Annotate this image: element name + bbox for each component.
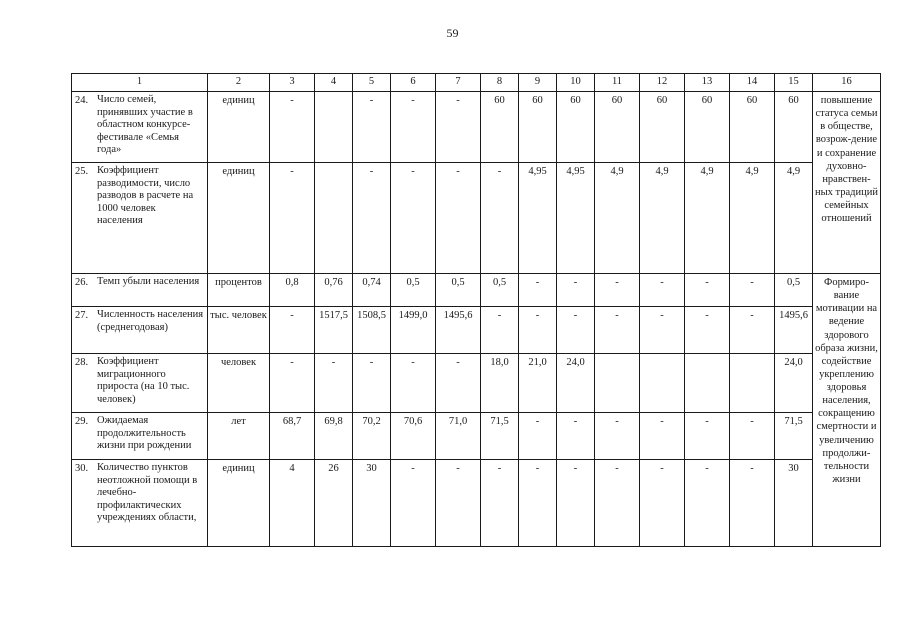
header-cell: 1 — [72, 74, 208, 92]
header-cell: 10 — [557, 74, 595, 92]
value-cell: 24,0 — [557, 354, 595, 413]
value-cell: - — [595, 413, 640, 460]
header-row — [72, 74, 881, 92]
value-cell: 68,7 — [270, 413, 315, 460]
value-cell: 1508,5 — [353, 307, 391, 354]
goal-cell: повышение статуса семьи в обществе, возрож-дение и сохранение духовно-нравствен-ных традиций семейных отношений — [813, 92, 881, 274]
indicator-name: Ожидаемая продолжительность жизни при рождении — [97, 415, 192, 452]
value-cell: 4,95 — [519, 163, 557, 274]
table-row — [72, 413, 881, 460]
unit-cell: человек — [208, 354, 270, 413]
value-cell — [640, 354, 685, 413]
value-cell: - — [640, 274, 685, 307]
indicator-table — [71, 73, 881, 547]
value-cell: - — [685, 307, 730, 354]
header-cell: 15 — [775, 74, 813, 92]
indicator-name-cell — [72, 413, 208, 460]
value-cell: - — [436, 460, 481, 547]
value-cell: 1495,6 — [775, 307, 813, 354]
value-cell: - — [270, 354, 315, 413]
value-cell: - — [270, 92, 315, 163]
value-cell: 24,0 — [775, 354, 813, 413]
unit-cell: тыс. человек — [208, 307, 270, 354]
table-row — [72, 274, 881, 307]
value-cell: - — [519, 413, 557, 460]
indicator-name-cell — [72, 92, 208, 163]
table-row — [72, 92, 881, 163]
value-cell: 70,2 — [353, 413, 391, 460]
value-cell: 30 — [775, 460, 813, 547]
goal-cell: Формиро-вание мотивации на ведение здорового образа жизни, содействие укреплению здоровья населения, сокращению смертности и увеличению продолжи-тельности жизни — [813, 274, 881, 547]
row-number: 26. — [75, 277, 89, 288]
header-cell: 2 — [208, 74, 270, 92]
value-cell: - — [436, 92, 481, 163]
header-cell: 12 — [640, 74, 685, 92]
header-cell: 16 — [813, 74, 881, 92]
value-cell: - — [640, 307, 685, 354]
value-cell: 0,5 — [436, 274, 481, 307]
value-cell: 30 — [353, 460, 391, 547]
table-row — [72, 460, 881, 547]
unit-cell: процентов — [208, 274, 270, 307]
header-cell: 5 — [353, 74, 391, 92]
value-cell: - — [270, 307, 315, 354]
value-cell: 4,95 — [557, 163, 595, 274]
value-cell — [685, 354, 730, 413]
value-cell: - — [481, 460, 519, 547]
value-cell: - — [595, 307, 640, 354]
indicator-name: Темп убыли населения — [97, 276, 200, 288]
table-row — [72, 307, 881, 354]
value-cell: - — [519, 274, 557, 307]
header-cell: 6 — [391, 74, 436, 92]
value-cell: 60 — [775, 92, 813, 163]
value-cell: 4,9 — [685, 163, 730, 274]
value-cell: 60 — [730, 92, 775, 163]
value-cell: 71,5 — [481, 413, 519, 460]
header-cell: 3 — [270, 74, 315, 92]
value-cell: - — [519, 307, 557, 354]
value-cell: - — [595, 460, 640, 547]
indicator-name-cell — [72, 460, 208, 547]
row-number: 28. — [75, 357, 89, 368]
indicator-name-cell — [72, 274, 208, 307]
value-cell: 4 — [270, 460, 315, 547]
row-number: 30. — [75, 463, 89, 474]
indicator-name: Коэффициент разводимости, число разводов в расчете на 1000 человек населения — [97, 165, 194, 226]
value-cell: 1495,6 — [436, 307, 481, 354]
indicator-name: Число семей, принявших участие в областном конкурсе-фестивале «Семья года» — [97, 94, 193, 155]
value-cell — [315, 163, 353, 274]
indicator-name: Коэффициент миграционного прироста (на 10 тыс. человек) — [97, 356, 190, 405]
value-cell: 4,9 — [775, 163, 813, 274]
value-cell: - — [436, 354, 481, 413]
value-cell: - — [730, 413, 775, 460]
table-row — [72, 354, 881, 413]
value-cell: - — [353, 163, 391, 274]
value-cell — [595, 354, 640, 413]
value-cell: 18,0 — [481, 354, 519, 413]
value-cell: - — [557, 413, 595, 460]
value-cell: - — [557, 274, 595, 307]
value-cell: - — [481, 307, 519, 354]
value-cell: - — [519, 460, 557, 547]
unit-cell: лет — [208, 413, 270, 460]
value-cell: - — [730, 274, 775, 307]
value-cell: - — [730, 460, 775, 547]
value-cell — [315, 92, 353, 163]
value-cell: - — [481, 163, 519, 274]
value-cell: 0,5 — [481, 274, 519, 307]
value-cell: 0,8 — [270, 274, 315, 307]
value-cell: - — [595, 274, 640, 307]
header-cell: 9 — [519, 74, 557, 92]
value-cell: 60 — [640, 92, 685, 163]
value-cell: 69,8 — [315, 413, 353, 460]
value-cell: 71,0 — [436, 413, 481, 460]
table-row — [72, 163, 881, 274]
value-cell: - — [436, 163, 481, 274]
unit-cell: единиц — [208, 460, 270, 547]
value-cell: 60 — [519, 92, 557, 163]
value-cell: 0,74 — [353, 274, 391, 307]
value-cell: - — [557, 460, 595, 547]
row-number: 27. — [75, 310, 89, 321]
value-cell: - — [270, 163, 315, 274]
value-cell: 70,6 — [391, 413, 436, 460]
value-cell: 4,9 — [640, 163, 685, 274]
value-cell: 0,76 — [315, 274, 353, 307]
value-cell: - — [685, 413, 730, 460]
value-cell: - — [391, 163, 436, 274]
header-cell: 11 — [595, 74, 640, 92]
value-cell — [730, 354, 775, 413]
page-number: 59 — [446, 26, 459, 40]
indicator-name: Количество пунктов неотложной помощи в лечебно-профилактических учреждениях области, — [97, 462, 198, 523]
value-cell: 71,5 — [775, 413, 813, 460]
value-cell: 0,5 — [775, 274, 813, 307]
header-cell: 7 — [436, 74, 481, 92]
value-cell: 1499,0 — [391, 307, 436, 354]
value-cell: 60 — [557, 92, 595, 163]
value-cell: 60 — [685, 92, 730, 163]
value-cell: 0,5 — [391, 274, 436, 307]
value-cell: - — [685, 274, 730, 307]
value-cell: 26 — [315, 460, 353, 547]
header-cell: 8 — [481, 74, 519, 92]
value-cell: - — [353, 354, 391, 413]
unit-cell: единиц — [208, 163, 270, 274]
value-cell: - — [391, 354, 436, 413]
value-cell: - — [730, 307, 775, 354]
value-cell: - — [640, 460, 685, 547]
unit-cell: единиц — [208, 92, 270, 163]
value-cell: - — [557, 307, 595, 354]
indicator-name-cell — [72, 354, 208, 413]
indicator-name-cell — [72, 307, 208, 354]
indicator-name-cell — [72, 163, 208, 274]
value-cell: 4,9 — [595, 163, 640, 274]
row-number: 24. — [75, 95, 89, 106]
value-cell: - — [391, 92, 436, 163]
header-cell: 4 — [315, 74, 353, 92]
value-cell: - — [353, 92, 391, 163]
header-cell: 14 — [730, 74, 775, 92]
row-number: 29. — [75, 416, 89, 427]
value-cell: - — [685, 460, 730, 547]
row-number: 25. — [75, 166, 89, 177]
indicator-name: Численность населения (среднегодовая) — [97, 309, 204, 333]
value-cell: 4,9 — [730, 163, 775, 274]
value-cell: - — [391, 460, 436, 547]
header-cell: 13 — [685, 74, 730, 92]
value-cell: 60 — [481, 92, 519, 163]
value-cell: - — [315, 354, 353, 413]
value-cell: - — [640, 413, 685, 460]
value-cell: 60 — [595, 92, 640, 163]
value-cell: 1517,5 — [315, 307, 353, 354]
value-cell: 21,0 — [519, 354, 557, 413]
